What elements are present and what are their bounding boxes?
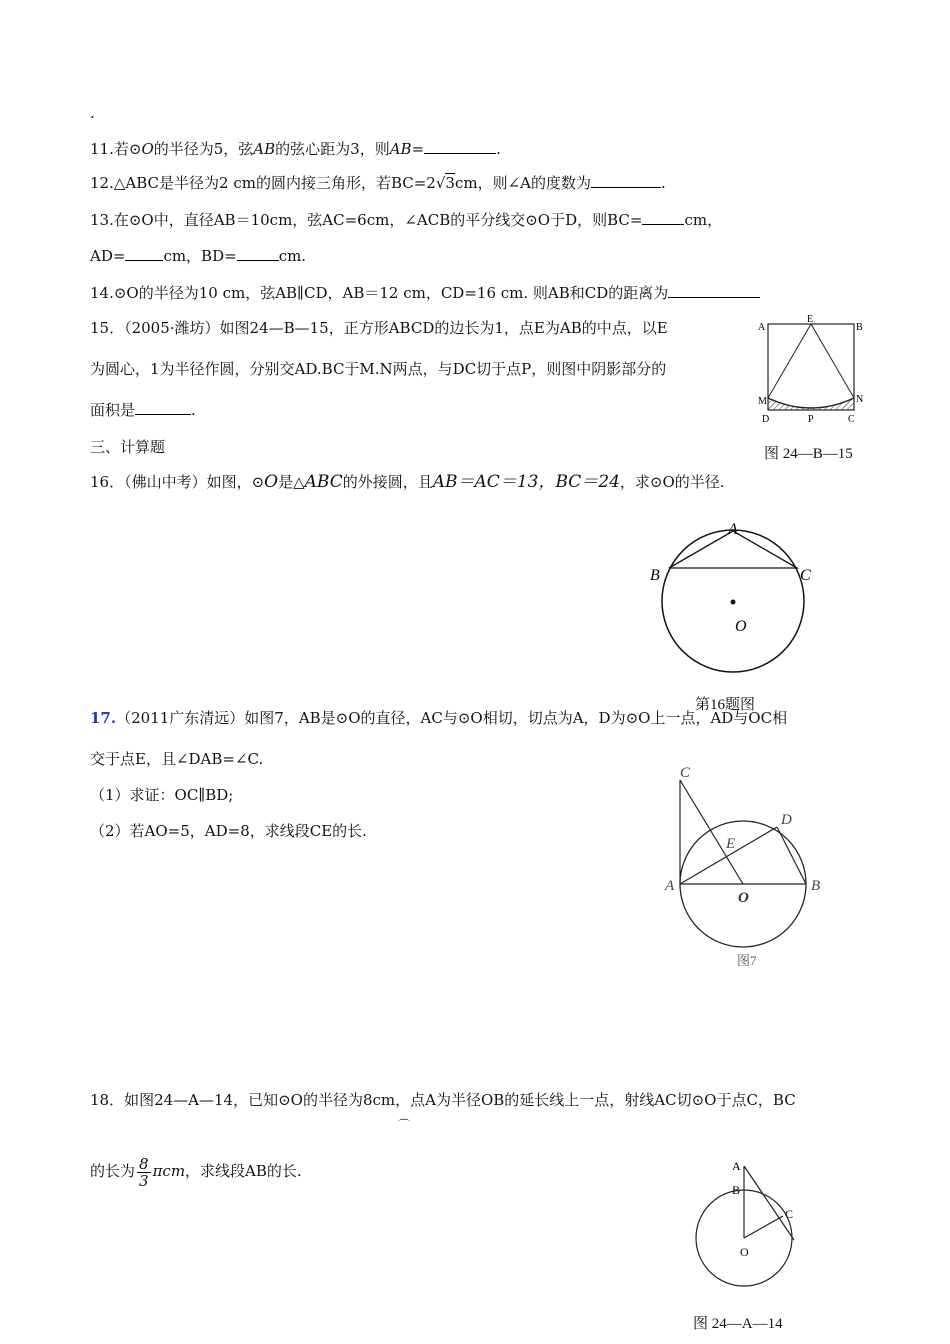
label-b: B bbox=[650, 567, 660, 584]
q18-line2a: 的长为 bbox=[90, 1162, 136, 1180]
question-14 bbox=[90, 282, 760, 304]
figure-24-a-14-caption: 图 24—A—14 bbox=[693, 1316, 783, 1332]
q11-mid: 的半径为5，弦 bbox=[153, 140, 254, 158]
segment-en bbox=[811, 324, 854, 398]
q17-line1: （2011广东清远）如图7，AB是⊙O的直径，AC与⊙O相切，切点为A，D为⊙O上一点，AD与OC相 bbox=[116, 709, 788, 727]
q11-ab: AB bbox=[253, 140, 276, 158]
label-b: B bbox=[732, 1183, 741, 1197]
question-17-line2: 交于点E，且∠DAB=∠C. bbox=[90, 750, 264, 768]
q13-unit1: cm， bbox=[684, 211, 723, 229]
figure-24-b-15 bbox=[752, 312, 864, 426]
label-o: O bbox=[740, 1245, 749, 1259]
figure-7-caption: 图7 bbox=[737, 953, 757, 968]
q16-equation: AB＝AC＝13，BC＝24 bbox=[432, 472, 620, 492]
question-17-part2: （2）若AO=5，AD=8，求线段CE的长. bbox=[90, 822, 367, 840]
center-point-o bbox=[731, 600, 736, 605]
question-18-line2 bbox=[90, 1154, 302, 1189]
fraction-numerator: 8 bbox=[139, 1154, 149, 1173]
figure-7 bbox=[660, 760, 835, 950]
question-18-line1: 18．如图24—A—14，已知⊙O的半径为8cm，点A为半径OB的延长线上一点，射线AC切⊙O于点C，BC bbox=[90, 1091, 796, 1109]
label-n: N bbox=[856, 394, 864, 405]
label-a: A bbox=[665, 878, 675, 894]
question-16 bbox=[90, 471, 725, 493]
question-13-line1 bbox=[90, 209, 722, 231]
q16-o: O bbox=[264, 472, 279, 492]
q13-bc-blank[interactable] bbox=[642, 209, 684, 225]
q15-line3a: 面积是 bbox=[90, 401, 136, 419]
label-o: O bbox=[738, 890, 749, 906]
figure-16 bbox=[640, 518, 820, 678]
q18-line2b: ，求线段AB的长. bbox=[185, 1162, 302, 1180]
label-b: B bbox=[856, 322, 863, 333]
q14-text: 14.⊙O的半径为10 cm，弦AB∥CD，AB＝12 cm，CD=16 cm. 则AB和CD的距离为 bbox=[90, 284, 669, 302]
q16-end: ，求⊙O的半径. bbox=[619, 473, 725, 491]
label-e: E bbox=[807, 314, 814, 325]
label-c: C bbox=[848, 414, 855, 425]
q13-ad-blank[interactable] bbox=[125, 245, 163, 261]
question-17-line1 bbox=[90, 707, 787, 729]
q15-line3b: . bbox=[191, 401, 196, 419]
figure-24-a-14 bbox=[690, 1152, 805, 1297]
segment-db bbox=[777, 827, 806, 884]
question-15-line2: 为圆心，1为半径作圆，分别交AD.BC于M.N两点，与DC切于点P，则图中阴影部分的 bbox=[90, 360, 667, 378]
section-3-heading: 三、计算题 bbox=[90, 438, 166, 456]
label-b: B bbox=[811, 878, 821, 894]
square-abcd bbox=[768, 324, 854, 410]
q12-sqrt-value: 3 bbox=[445, 174, 455, 192]
q11-o: O bbox=[141, 140, 154, 158]
q11-ab2: AB bbox=[389, 140, 412, 158]
q13-line2c: cm. bbox=[278, 247, 307, 265]
q15-answer-blank[interactable] bbox=[135, 399, 191, 415]
label-p: P bbox=[808, 414, 814, 425]
q17-number: 17. bbox=[90, 709, 117, 727]
q13-line1: 13.在⊙O中，直径AB＝10cm，弦AC=6cm，∠ACB的平分线交⊙O于D，则BC= bbox=[90, 211, 643, 229]
figure-16-caption: 第16题图 bbox=[695, 697, 756, 713]
fraction-8-3 bbox=[137, 1156, 151, 1189]
q14-answer-blank[interactable] bbox=[668, 282, 760, 298]
arc-symbol-bc: ⌒ bbox=[398, 1118, 411, 1132]
q12-text: 12.△ABC是半径为2 cm的圆内接三角形，若BC=2 bbox=[90, 174, 436, 192]
figure-24-b-15-caption: 图 24—B—15 bbox=[764, 446, 853, 462]
question-12 bbox=[90, 172, 666, 194]
q12-text2: cm，则∠A的度数为 bbox=[454, 174, 591, 192]
label-a: A bbox=[732, 1159, 741, 1173]
q11-prefix: 11.若⊙ bbox=[90, 140, 142, 158]
sqrt-sign: √ bbox=[435, 174, 446, 192]
ray-ac bbox=[744, 1166, 794, 1240]
question-15-line3 bbox=[90, 399, 196, 421]
q16-prefix: 16．（佛山中考）如图，⊙ bbox=[90, 473, 265, 491]
q12-end: . bbox=[660, 174, 666, 192]
label-c: C bbox=[785, 1207, 794, 1221]
question-11 bbox=[90, 138, 501, 160]
segment-em bbox=[768, 324, 811, 398]
q18-pi-cm: πcm bbox=[152, 1162, 186, 1180]
q11-end: . bbox=[496, 140, 501, 158]
q16-mid2: 的外接圆，且 bbox=[342, 473, 433, 491]
q16-abc: ABC bbox=[304, 472, 343, 492]
label-d: D bbox=[762, 414, 770, 425]
q11-mid2: 的弦心距为3，则 bbox=[275, 140, 390, 158]
label-a: A bbox=[758, 322, 766, 333]
q13-bd-blank[interactable] bbox=[237, 245, 279, 261]
question-17-part1: （1）求证：OC∥BD; bbox=[90, 786, 234, 804]
question-15-line1: 15．（2005·潍坊）如图24—B—15，正方形ABCD的边长为1，点E为AB的中点，以E bbox=[90, 319, 668, 337]
top-dot: . bbox=[90, 104, 95, 122]
label-c: C bbox=[680, 765, 691, 781]
q16-mid: 是△ bbox=[278, 473, 305, 491]
q12-answer-blank[interactable] bbox=[591, 172, 661, 188]
segment-oc bbox=[744, 1216, 783, 1238]
q13-line2a: AD= bbox=[90, 247, 126, 265]
q11-eq: = bbox=[411, 140, 425, 158]
q11-answer-blank[interactable] bbox=[424, 138, 496, 154]
label-m: M bbox=[758, 396, 767, 407]
fraction-denominator: 3 bbox=[139, 1171, 149, 1190]
label-a: A bbox=[728, 521, 738, 538]
label-e: E bbox=[726, 836, 736, 852]
label-d: D bbox=[781, 812, 792, 828]
question-13-line2 bbox=[90, 245, 306, 267]
label-o: O bbox=[735, 618, 747, 635]
label-c: C bbox=[800, 567, 811, 584]
q13-line2b: cm，BD= bbox=[163, 247, 237, 265]
segment-co bbox=[680, 780, 743, 884]
